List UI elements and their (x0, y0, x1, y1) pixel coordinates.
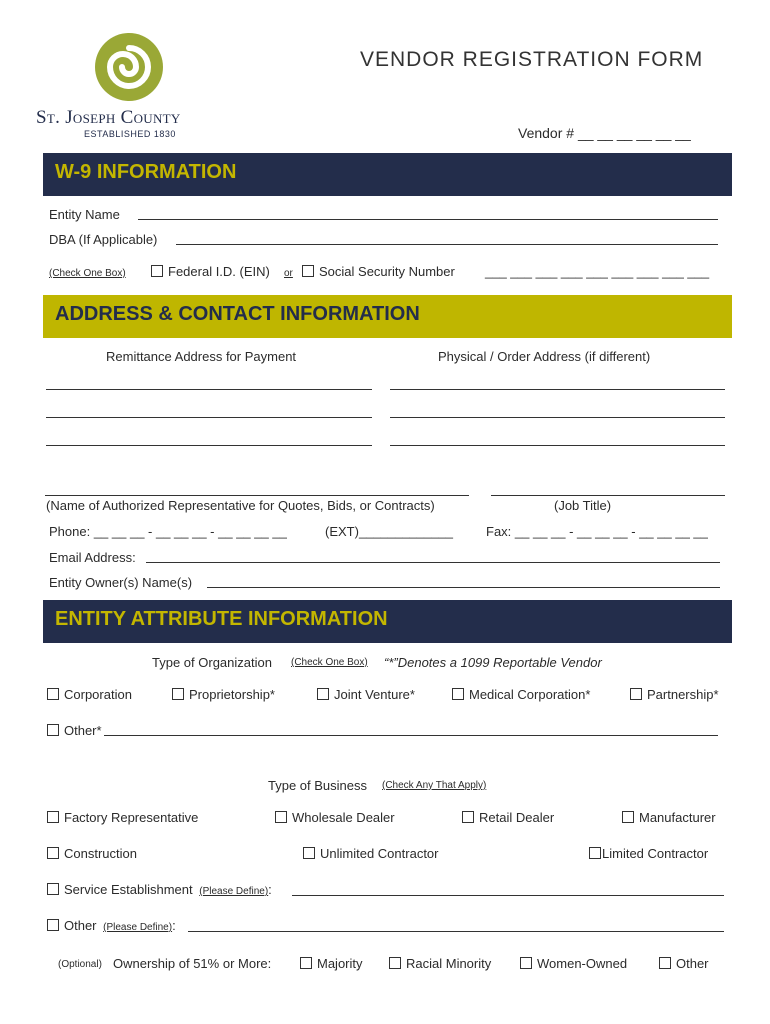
checkbox[interactable] (520, 957, 532, 969)
please-define-note: (Please Define) (199, 886, 269, 897)
option-label: Manufacturer (639, 810, 716, 825)
option-label: Proprietorship* (189, 687, 275, 702)
checkbox[interactable] (151, 265, 163, 277)
physical-line-1[interactable] (390, 389, 725, 390)
spiral-logo-icon (94, 32, 164, 102)
checkbox[interactable] (47, 688, 59, 700)
checkbox[interactable] (47, 883, 59, 895)
biz-retail[interactable] (462, 810, 554, 825)
entity-name-label: Entity Name (49, 207, 120, 222)
org-check-one-note: (Check One Box) (291, 657, 368, 668)
checkbox[interactable] (47, 847, 59, 859)
form-title: VENDOR REGISTRATION FORM (360, 48, 704, 71)
address-section-title: ADDRESS & CONTACT INFORMATION (55, 303, 420, 325)
option-label: Corporation (64, 687, 132, 702)
ssn-option[interactable] (302, 264, 455, 279)
physical-address-label: Physical / Order Address (if different) (438, 349, 651, 364)
checkbox[interactable] (303, 847, 315, 859)
option-label: Service Establishment (64, 882, 193, 897)
remit-line-2[interactable] (46, 417, 372, 418)
optional-note: (Optional) (58, 959, 102, 970)
biz-service-establishment[interactable] (47, 882, 272, 897)
option-label: Racial Minority (406, 956, 492, 971)
org-partnership[interactable] (630, 687, 719, 702)
own-other[interactable] (659, 956, 709, 971)
checkbox[interactable] (452, 688, 464, 700)
org-name: St. Joseph County (36, 107, 181, 128)
physical-line-3[interactable] (390, 445, 725, 446)
option-label: Majority (317, 956, 363, 971)
option-label: Other (64, 918, 97, 933)
dba-label: DBA (If Applicable) (49, 232, 158, 247)
tax-number-field[interactable]: ___ ___ ___ ___ ___ ___ ___ ___ ___ (485, 264, 710, 279)
biz-other[interactable] (47, 918, 176, 933)
biz-manufacturer[interactable] (622, 810, 716, 825)
w9-section-title: W-9 INFORMATION (55, 161, 237, 183)
option-label: Limited Contractor (602, 846, 709, 861)
own-majority[interactable] (300, 956, 363, 971)
colon: : (268, 882, 272, 897)
physical-line-2[interactable] (390, 417, 725, 418)
checkbox[interactable] (300, 957, 312, 969)
biz-factory-rep[interactable] (47, 810, 198, 825)
option-label: Joint Venture* (334, 687, 415, 702)
checkbox[interactable] (622, 811, 634, 823)
address-section-header (43, 295, 732, 338)
checkbox[interactable] (317, 688, 329, 700)
option-label: Other* (64, 723, 102, 738)
option-label: Women-Owned (537, 956, 628, 971)
colon: : (172, 918, 176, 933)
or-text: or (284, 268, 293, 279)
phone-field[interactable]: Phone: __ __ __ - __ __ __ - __ __ __ __ (49, 524, 287, 539)
option-label: Construction (64, 846, 137, 861)
remit-line-3[interactable] (46, 445, 372, 446)
rep-name-label: (Name of Authorized Representative for Quotes, Bids, or Contracts) (46, 498, 435, 513)
org-corporation[interactable] (47, 687, 132, 702)
biz-unlimited-contractor[interactable] (303, 846, 439, 861)
email-label: Email Address: (49, 550, 136, 565)
checkbox[interactable] (172, 688, 184, 700)
org-joint-venture[interactable] (317, 687, 415, 702)
service-define-field[interactable] (292, 895, 724, 896)
check-one-note: (Check One Box) (49, 268, 126, 279)
check-any-note: (Check Any That Apply) (382, 780, 487, 791)
ext-field[interactable]: (EXT)_____________ (325, 524, 453, 539)
own-women-owned[interactable] (520, 956, 627, 971)
remit-line-1[interactable] (46, 389, 372, 390)
ownership-label: Ownership of 51% or More: (113, 956, 272, 971)
checkbox[interactable] (589, 847, 601, 859)
job-title-label: (Job Title) (554, 498, 612, 513)
biz-limited-contractor[interactable] (589, 846, 708, 861)
org-type-label: Type of Organization (152, 655, 272, 670)
remit-address-label: Remittance Address for Payment (106, 349, 297, 364)
checkbox[interactable] (462, 811, 474, 823)
established-text: ESTABLISHED 1830 (84, 129, 176, 139)
ssn-label: Social Security Number (319, 264, 455, 279)
job-title-field[interactable] (491, 495, 725, 496)
org-other-field[interactable] (104, 735, 718, 736)
biz-wholesale[interactable] (275, 810, 395, 825)
business-type-label: Type of Business (268, 778, 367, 793)
checkbox[interactable] (389, 957, 401, 969)
owner-label: Entity Owner(s) Name(s) (49, 575, 193, 590)
org-medical-corporation[interactable] (452, 687, 590, 702)
entity-section-title: ENTITY ATTRIBUTE INFORMATION (55, 608, 388, 630)
entity-section-header (43, 600, 732, 643)
option-label: Unlimited Contractor (320, 846, 439, 861)
option-label: Wholesale Dealer (292, 810, 395, 825)
owner-field[interactable] (207, 587, 720, 588)
email-field[interactable] (146, 562, 720, 563)
org-proprietorship[interactable] (172, 687, 275, 702)
option-label: Retail Dealer (479, 810, 555, 825)
federal-id-label: Federal I.D. (EIN) (168, 264, 270, 279)
dba-field[interactable] (176, 244, 718, 245)
checkbox[interactable] (302, 265, 314, 277)
option-label: Factory Representative (64, 810, 199, 825)
federal-id-option[interactable] (151, 264, 270, 279)
w9-section-header (43, 153, 732, 196)
own-racial-minority[interactable] (389, 956, 491, 971)
checkbox[interactable] (659, 957, 671, 969)
option-label: Medical Corporation* (469, 687, 591, 702)
option-label: Partnership* (647, 687, 719, 702)
please-define-note: (Please Define) (103, 922, 173, 933)
option-label: Other (676, 956, 709, 971)
checkbox[interactable] (47, 724, 59, 736)
checkbox[interactable] (47, 919, 59, 931)
fax-field[interactable]: Fax: __ __ __ - __ __ __ - __ __ __ __ (486, 524, 708, 539)
county-logo (94, 32, 164, 102)
org-other[interactable] (47, 723, 102, 738)
checkbox[interactable] (630, 688, 642, 700)
checkbox[interactable] (275, 811, 287, 823)
checkbox[interactable] (47, 811, 59, 823)
vendor-number-field[interactable]: Vendor # __ __ __ __ __ __ (518, 125, 691, 141)
biz-construction[interactable] (47, 846, 137, 861)
rep-name-field[interactable] (45, 495, 469, 496)
reportable-note: “*”Denotes a 1099 Reportable Vendor (384, 655, 602, 670)
entity-name-field[interactable] (138, 219, 718, 220)
other-define-field[interactable] (188, 931, 724, 932)
